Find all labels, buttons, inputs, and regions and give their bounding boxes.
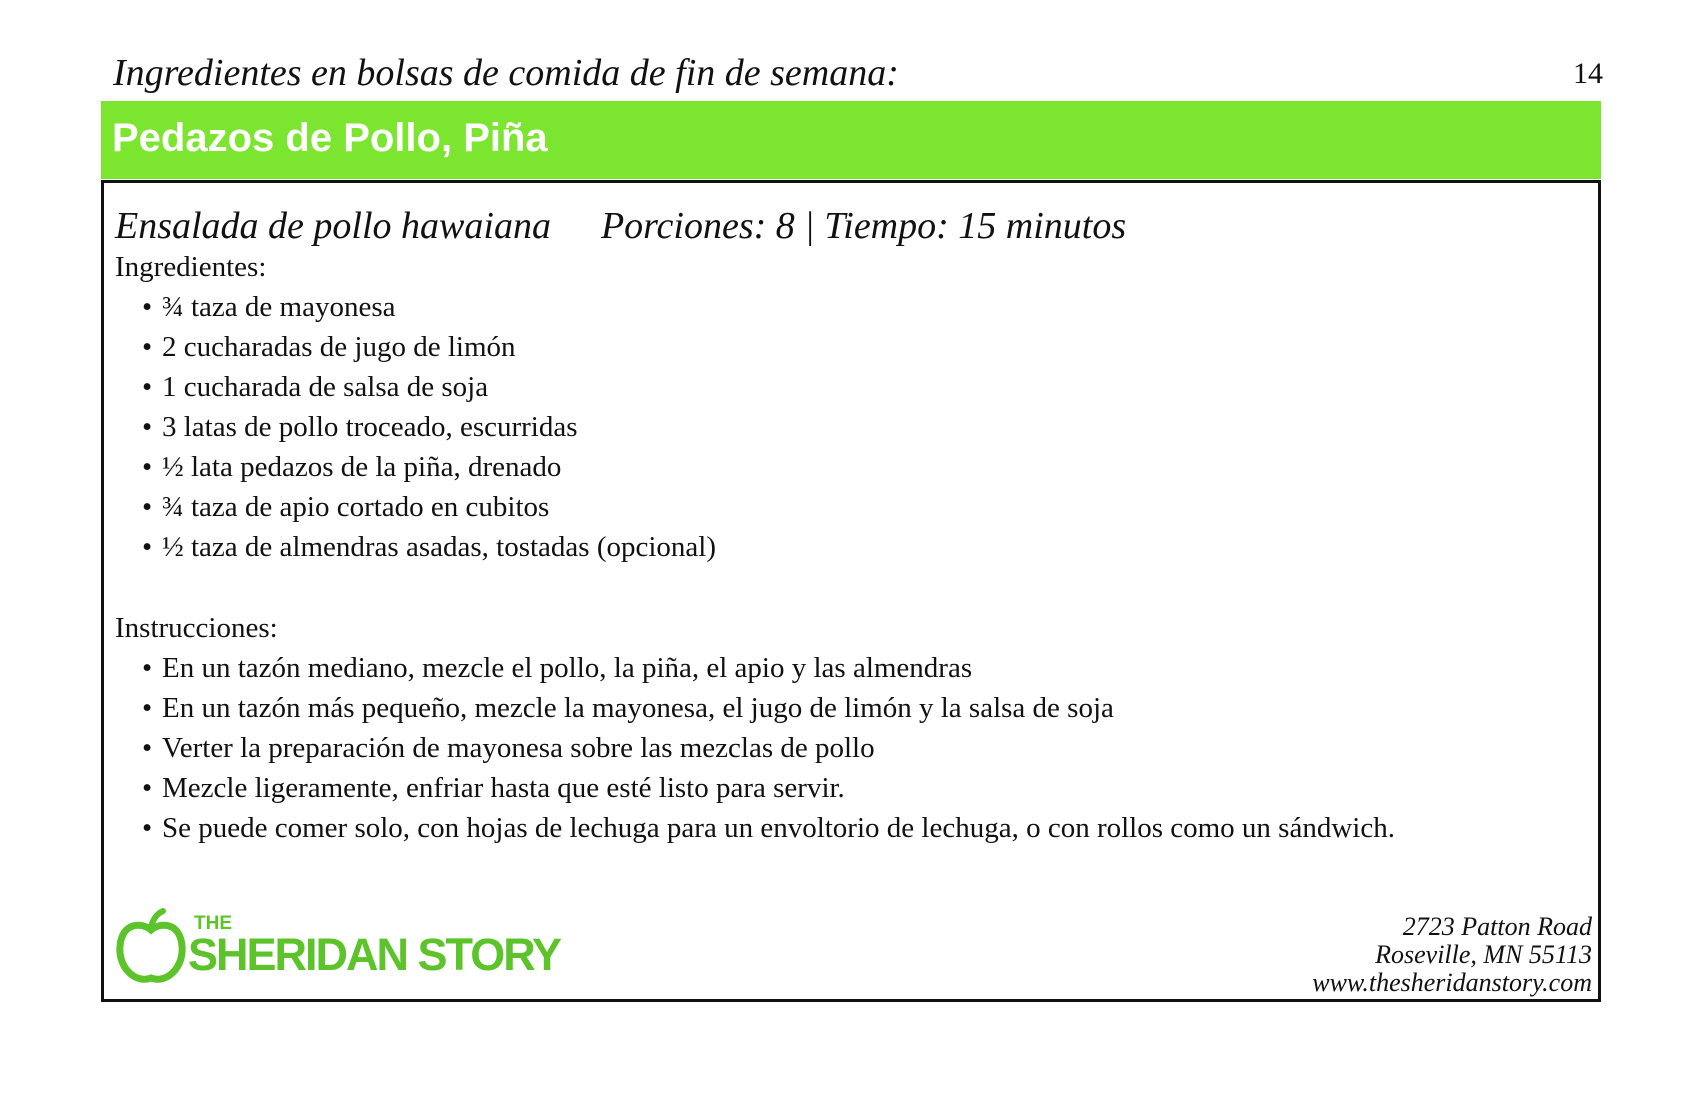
logo-name-text: SHERIDAN STORY (188, 929, 561, 980)
banner-title: Pedazos de Pollo, Piña (112, 116, 548, 160)
instructions-list (142, 648, 1395, 848)
ingredient-item: • 1 cucharada de salsa de soja (142, 367, 716, 407)
logo-the-text: THE (194, 913, 232, 934)
ingredient-item: • ½ lata pedazos de la piña, drenado (142, 447, 716, 487)
title-banner (101, 101, 1601, 179)
address-block (1312, 913, 1592, 997)
ingredients-list (142, 287, 716, 567)
instruction-item: • Mezcle ligeramente, enfriar hasta que esté listo para servir. (142, 768, 1395, 808)
ingredients-label: Ingredientes: (115, 251, 267, 283)
instruction-item: • Verter la preparación de mayonesa sobre las mezclas de pollo (142, 728, 1395, 768)
instruction-item: • Se puede comer solo, con hojas de lechuga para un envoltorio de lechuga, o con rollos como un sándwich. (142, 808, 1395, 848)
instructions-label: Instrucciones: (115, 612, 278, 644)
recipe-meta: Porciones: 8 | Tiempo: 15 minutos (600, 205, 1127, 247)
address-street: 2723 Patton Road (1402, 912, 1592, 941)
address-city: Roseville, MN 55113 (1375, 940, 1592, 969)
ingredient-item: • 3 latas de pollo troceado, escurridas (142, 407, 716, 447)
ingredient-item: • 2 cucharadas de jugo de limón (142, 327, 716, 367)
ingredient-item: • ¾ taza de apio cortado en cubitos (142, 487, 716, 527)
ingredient-item: • ½ taza de almendras asadas, tostadas (opcional) (142, 527, 716, 567)
sheridan-story-logo (116, 908, 576, 988)
apple-icon (116, 908, 186, 988)
page-number: 14 (1573, 57, 1603, 90)
ingredient-item: • ¾ taza de mayonesa (142, 287, 716, 327)
website-link[interactable]: www.thesheridanstory.com (1312, 968, 1592, 997)
recipe-name: Ensalada de pollo hawaiana (115, 205, 551, 247)
page-header-title: Ingredientes en bolsas de comida de fin de semana: (113, 52, 899, 94)
instruction-item: • En un tazón más pequeño, mezcle la mayonesa, el jugo de limón y la salsa de soja (142, 688, 1395, 728)
recipe-heading (115, 203, 1126, 249)
instruction-item: • En un tazón mediano, mezcle el pollo, la piña, el apio y las almendras (142, 648, 1395, 688)
recipe-card (101, 180, 1601, 1002)
